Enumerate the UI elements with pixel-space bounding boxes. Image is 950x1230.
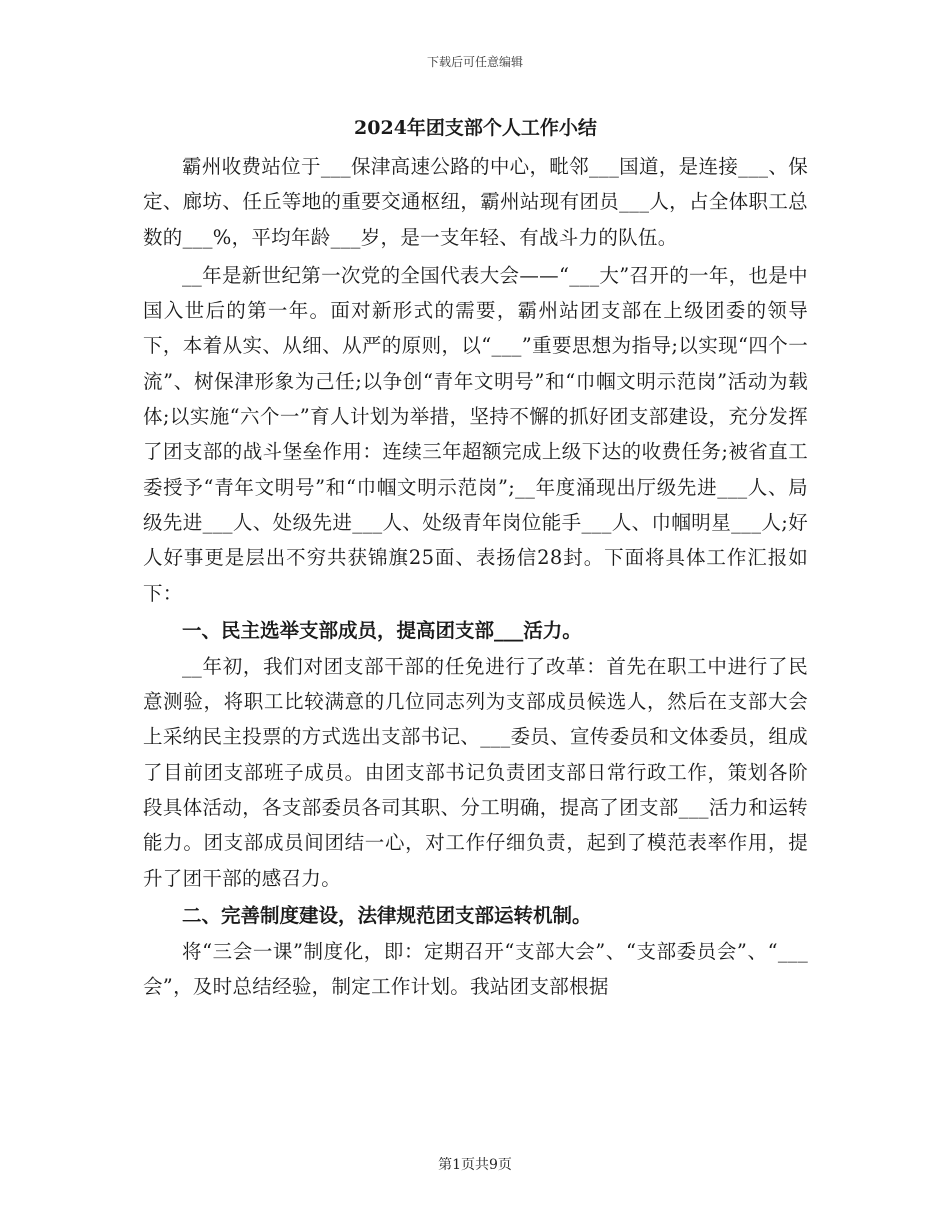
header-note: 下载后可任意编辑 [426,55,523,69]
section-heading-2: 二、完善制度建设，法律规范团支部运转机制。 [182,903,592,927]
paragraph-overview: __年是新世纪第一次党的全国代表大会——“___大”召开的一年，也是中国入世后的第一年。面对新形式的需要，霸州站团支部在上级团委的领导下，本着从实、从细、从严的原则，以“___”重要思想为指导;以实现“四个一流”、树保津形象为己任;以争创“青年文明号”和“巾帼文明示范岗”活动为载体;以实施“六个一”育人计划为举措，坚持不懈的抓好团支部建设，充分发挥了团支部的战斗堡垒作用：连续三年超额完成上级下达的收费任务;被省直工委授予“青年文明号”和“巾帼文明示范岗”;__年度涌现出厅级先进___人、局级先进___人、处级先进___人、处级青年岗位能手___人、巾帼明星___人;好人好事更是层出不穷共获锦旗25面、表扬信28封。下面将具体工作汇报如下： [143,263,808,605]
paragraph-section-1: __年初，我们对团支部干部的任免进行了改革：首先在职工中进行了民意测验，将职工比较满意的几位同志列为支部成员候选人，然后在支部大会上采纳民主投票的方式选出支部书记、___委员、宣传委员和文体委员，组成了目前团支部班子成员。由团支部书记负责团支部日常行政工作，策划各阶段具体活动，各支部委员各司其职、分工明确，提高了团支部___活力和运转能力。团支部成员间团结一心，对工作仔细负责，起到了模范表率作用，提升了团干部的感召力。 [143,654,808,890]
document-title: 2024年团支部个人工作小结 [354,117,597,139]
document-body [143,111,808,1005]
paragraph-intro: 霸州收费站位于___保津高速公路的中心，毗邻___国道，是连接___、保定、廊坊、任丘等地的重要交通枢纽，霸州站现有团员___人，占全体职工总数的___%，平均年龄___岁，是一支年轻、有战斗力的队伍。 [143,155,808,249]
paragraph-section-2: 将“三会一课”制度化，即：定期召开“支部大会”、“支部委员会”、“___会”，及时总结经验，制定工作计划。我站团支部根据 [143,939,808,999]
section-heading-1: 一、民主选举支部成员，提高团支部___活力。 [182,618,582,642]
page-number: 第1页共9页 [438,1157,512,1173]
